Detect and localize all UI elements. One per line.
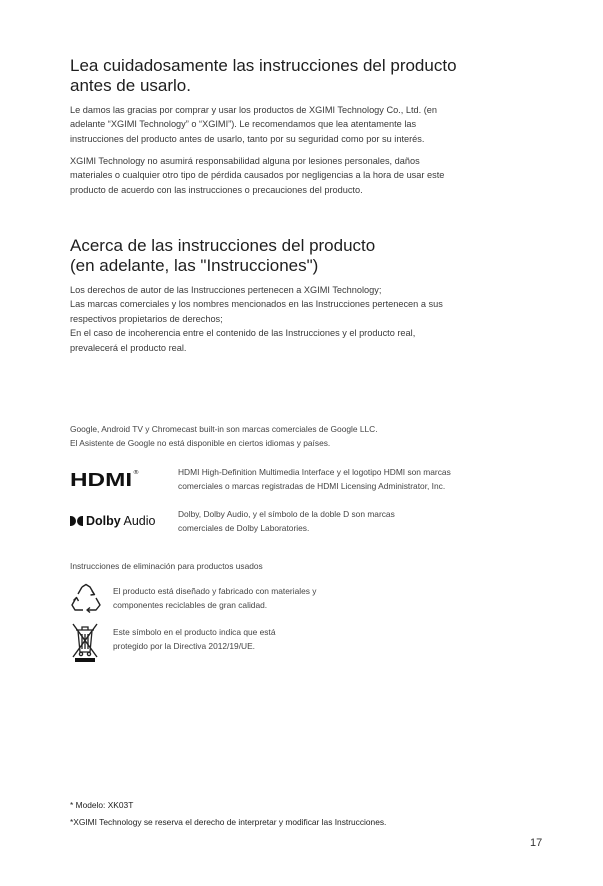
text-line: componentes reciclables de gran calidad. bbox=[113, 600, 268, 610]
liability-paragraph bbox=[70, 154, 444, 197]
dolby-double-d-icon bbox=[70, 516, 83, 526]
page-number: 17 bbox=[530, 837, 543, 849]
rights-note: *XGIMI Technology se reserva el derecho de interpretar y modificar las Instrucciones. bbox=[70, 817, 387, 827]
section-title-read-instructions bbox=[70, 56, 457, 96]
section-title-about-instructions bbox=[70, 236, 375, 276]
dolby-trademark-note bbox=[178, 507, 395, 535]
text-line: comerciales o marcas registradas de HDMI Licensing Administrator, Inc. bbox=[178, 481, 446, 491]
copyright-paragraph bbox=[70, 283, 443, 355]
text-line: Las marcas comerciales y los nombres mencionados en las Instrucciones pertenecen a sus bbox=[70, 299, 443, 310]
disposal-heading: Instrucciones de eliminación para productos usados bbox=[70, 561, 263, 571]
text-line: En el caso de incoherencia entre el contenido de las Instrucciones y el producto real, bbox=[70, 328, 416, 339]
recycle-icon bbox=[70, 583, 102, 613]
text-line: Le damos las gracias por comprar y usar los productos de XGIMI Technology Co., Ltd. (en bbox=[70, 105, 437, 115]
weee-crossed-bin-icon bbox=[70, 621, 100, 663]
text-line: protegido por la Directiva 2012/19/UE. bbox=[113, 641, 255, 651]
text-line: materiales o cualquier otro tipo de pérdida causados por negligencias a la hora de usar este bbox=[70, 170, 445, 181]
text-line: El Asistente de Google no está disponible en ciertos idiomas y países. bbox=[70, 438, 331, 448]
hdmi-logo bbox=[70, 470, 138, 491]
dolby-logo-light: Audio bbox=[120, 514, 156, 528]
text-line: respectivos propietarios de derechos; bbox=[70, 313, 223, 324]
hdmi-trademark-note bbox=[178, 465, 451, 493]
text-line: Este símbolo en el producto indica que está bbox=[113, 627, 276, 637]
hdmi-logo-text: HDMI bbox=[70, 470, 133, 490]
title-line: antes de usarlo. bbox=[70, 76, 191, 95]
registered-mark: ® bbox=[133, 470, 139, 476]
google-trademark-note bbox=[70, 422, 378, 450]
thanks-paragraph bbox=[70, 103, 437, 146]
text-line: Dolby, Dolby Audio, y el símbolo de la doble D son marcas bbox=[178, 509, 395, 519]
dolby-audio-logo bbox=[70, 514, 156, 528]
text-line: Google, Android TV y Chromecast built-in son marcas comerciales de Google LLC. bbox=[70, 424, 378, 434]
text-line: comerciales de Dolby Laboratories. bbox=[178, 523, 310, 533]
dolby-logo-bold: Dolby bbox=[86, 514, 121, 528]
text-line: instrucciones del producto antes de usarlo, tanto por su seguridad como por su interés. bbox=[70, 133, 425, 144]
text-line: HDMI High-Definition Multimedia Interface y el logotipo HDMI son marcas bbox=[178, 467, 451, 477]
text-line: XGIMI Technology no asumirá responsabilidad alguna por lesiones personales, daños bbox=[70, 156, 420, 166]
model-note: * Modelo: XK03T bbox=[70, 800, 134, 810]
title-line: (en adelante, las "Instrucciones") bbox=[70, 256, 319, 275]
text-line: Los derechos de autor de las Instrucciones pertenecen a XGIMI Technology; bbox=[70, 285, 382, 295]
text-line: El producto está diseñado y fabricado con materiales y bbox=[113, 586, 317, 596]
title-line: Acerca de las instrucciones del producto bbox=[70, 236, 376, 255]
title-line: Lea cuidadosamente las instrucciones del producto bbox=[70, 56, 457, 75]
text-line: prevalecerá el producto real. bbox=[70, 342, 187, 353]
recycle-note bbox=[113, 584, 316, 612]
weee-note bbox=[113, 625, 275, 653]
text-line: producto de acuerdo con las instrucciones o precauciones del producto. bbox=[70, 184, 363, 195]
text-line: adelante “XGIMI Technology” o “XGIMI”). Le recomendamos que lea atentamente las bbox=[70, 119, 417, 130]
